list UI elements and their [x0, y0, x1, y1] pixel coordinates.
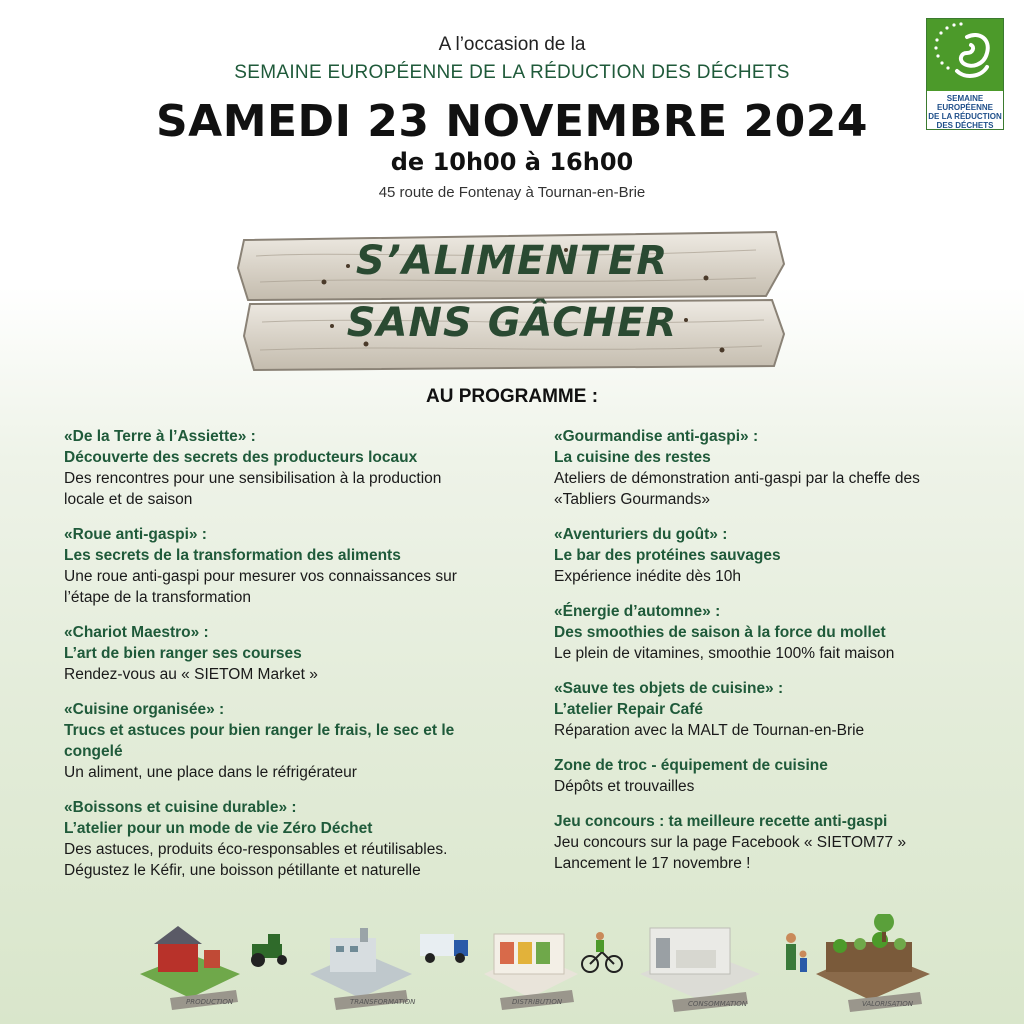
shop-icon [484, 934, 578, 1010]
programme-item [554, 811, 964, 874]
item-subtitle: Les secrets de la transformation des aliments [64, 547, 401, 564]
item-subtitle: Découverte des secrets des producteurs locaux [64, 449, 418, 466]
item-text: Des rencontres pour une sensibilisation à la production locale et de saison [64, 470, 442, 508]
logo-hand-icon [927, 19, 1003, 91]
programme-item [554, 755, 964, 797]
programme-item [64, 426, 474, 510]
item-text: Des astuces, produits éco-responsables et réutilisables. Dégustez le Kéfir, une boisson pétillante et naturelle [64, 841, 448, 879]
logo-line-1: SEMAINE EUROPÉENNE [936, 94, 993, 112]
logo-emblem [927, 19, 1003, 91]
item-text: Expérience inédite dès 10h [554, 568, 741, 585]
item-subtitle: L’atelier Repair Café [554, 701, 704, 718]
programme-left-column [64, 426, 474, 895]
programme-item [64, 699, 474, 783]
sign-title-line-1: S’ALIMENTER [355, 238, 669, 284]
farm-icon [140, 926, 240, 1010]
stage-label-production: PRODUCTION [186, 998, 234, 1006]
programme-item [64, 524, 474, 608]
item-subtitle: Des smoothies de saison à la force du mollet [554, 624, 886, 641]
programme-item [554, 678, 964, 741]
item-text: Un aliment, une place dans le réfrigérateur [64, 764, 357, 781]
item-subtitle: L’atelier pour un mode de vie Zéro Déchet [64, 820, 373, 837]
programme-item [554, 524, 964, 587]
event-hours: de 10h00 à 16h00 [390, 148, 634, 176]
item-title: «Boissons et cuisine durable» : [64, 799, 297, 816]
occasion-text: A l’occasion de la [438, 34, 586, 55]
item-title: «Gourmandise anti-gaspi» : [554, 428, 759, 445]
factory-icon [310, 928, 416, 1010]
item-title: «Roue anti-gaspi» : [64, 526, 207, 543]
event-date: SAMEDI 23 NOVEMBRE 2024 [155, 96, 869, 147]
programme-item [64, 797, 474, 881]
event-name: SEMAINE EUROPÉENNE DE LA RÉDUCTION DES DÉCHETS [234, 62, 790, 83]
item-text: Jeu concours sur la page Facebook « SIETOM77 » Lancement le 17 novembre ! [554, 834, 907, 872]
item-subtitle: Le bar des protéines sauvages [554, 547, 781, 564]
sign-title-line-2: SANS GÂCHER [346, 300, 678, 346]
item-subtitle: L’art de bien ranger ses courses [64, 645, 302, 662]
item-title: «De la Terre à l’Assiette» : [64, 428, 256, 445]
item-text: Le plein de vitamines, smoothie 100% fait maison [554, 645, 895, 662]
stage-label-transformation: TRANSFORMATION [350, 998, 416, 1006]
item-title: Zone de troc - équipement de cuisine [554, 757, 828, 774]
item-text: Rendez-vous au « SIETOM Market » [64, 666, 318, 683]
programme-right-column [554, 426, 964, 888]
stage-label-distribution: DISTRIBUTION [512, 998, 563, 1006]
stage-label-consommation: CONSOMMATION [688, 1000, 748, 1008]
item-title: «Aventuriers du goût» : [554, 526, 728, 543]
item-text: Ateliers de démonstration anti-gaspi par la cheffe des «Tabliers Gourmands» [554, 470, 920, 508]
item-text: Une roue anti-gaspi pour mesurer vos connaissances sur l’étape de la transformation [64, 568, 457, 606]
logo-line-3: DES DÉCHETS [936, 121, 994, 130]
family-icon [786, 933, 807, 972]
programme-item [554, 601, 964, 664]
kitchen-icon [640, 928, 760, 1012]
truck-icon [420, 934, 468, 963]
item-subtitle: La cuisine des restes [554, 449, 711, 466]
item-title: «Sauve tes objets de cuisine» : [554, 680, 784, 697]
item-text: Dépôts et trouvailles [554, 778, 695, 795]
food-chain-illustration [0, 914, 1024, 1024]
stage-label-valorisation: VALORISATION [862, 1000, 914, 1008]
item-title: «Cuisine organisée» : [64, 701, 225, 718]
event-address: 45 route de Fontenay à Tournan-en-Brie [378, 184, 646, 201]
item-text: Réparation avec la MALT de Tournan-en-Brie [554, 722, 865, 739]
serd-logo [926, 18, 1004, 130]
item-subtitle: Trucs et astuces pour bien ranger le frais, le sec et le congelé [64, 722, 455, 760]
logo-line-2: DE LA RÉDUCTION [928, 112, 1002, 121]
item-title: «Chariot Maestro» : [64, 624, 209, 641]
cyclist-icon [582, 932, 622, 972]
programme-item [554, 426, 964, 510]
programme-heading: AU PROGRAMME : [425, 386, 599, 407]
item-title: Jeu concours : ta meilleure recette anti-gaspi [554, 813, 888, 830]
garden-icon [816, 914, 930, 1012]
programme-item [64, 622, 474, 685]
item-title: «Énergie d’automne» : [554, 603, 721, 620]
tractor-icon [251, 934, 287, 967]
